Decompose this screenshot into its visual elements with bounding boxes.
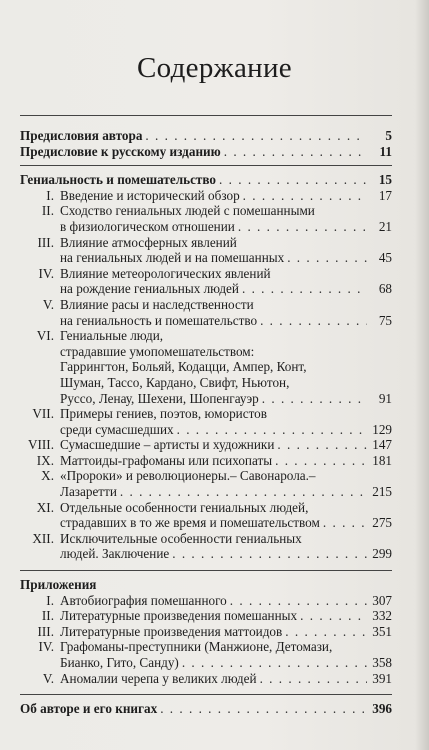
entry-title-line: Бианко, Гито, Санду) xyxy=(60,655,179,670)
entry-body xyxy=(60,297,392,328)
dot-leader xyxy=(242,281,367,297)
entry-last-line xyxy=(60,453,392,469)
entry-page-number: 215 xyxy=(372,484,392,500)
entry-title-line: Гениальность и помешательство xyxy=(20,172,217,188)
toc-bottom-group xyxy=(20,701,392,717)
rule-mid-3 xyxy=(20,694,392,695)
entry-title-line: Гениальные люди, xyxy=(60,328,164,344)
entry-last-line xyxy=(60,313,392,329)
entry-body xyxy=(20,144,392,160)
page-spine-shadow xyxy=(415,0,429,750)
appendices-title: Приложения xyxy=(20,577,97,593)
entry-number: I. xyxy=(46,187,54,203)
entry-last-line xyxy=(60,655,392,671)
entry-title-line: Об авторе и его книгах xyxy=(20,701,158,717)
dot-leader xyxy=(243,188,367,204)
toc-entry[interactable] xyxy=(20,128,392,144)
entry-title-line: Влияние метеорологических явлений xyxy=(60,265,271,281)
entry-last-line xyxy=(60,437,392,453)
entry-title-line: Литературные произведения маттоидов xyxy=(60,623,283,639)
toc-entry[interactable] xyxy=(20,172,392,188)
entry-last-line xyxy=(60,391,392,407)
entry-body xyxy=(20,701,392,717)
entry-body xyxy=(20,128,392,144)
entry-body xyxy=(60,406,392,437)
dot-leader xyxy=(182,655,367,671)
entry-last-line xyxy=(60,671,392,687)
entry-number: V. xyxy=(42,670,54,686)
entry-page-number: 396 xyxy=(372,701,392,717)
toc-entry[interactable] xyxy=(20,297,392,328)
entry-title-line: в физиологическом отношении xyxy=(60,218,235,234)
toc-section-head-appendices xyxy=(20,577,392,593)
entry-page-number: 351 xyxy=(372,623,392,639)
entry-last-line xyxy=(60,624,392,640)
entry-title-line: страдавшие умопомешательством: xyxy=(60,343,255,359)
entry-last-line xyxy=(60,219,392,235)
entry-page-number: 275 xyxy=(372,515,392,531)
entry-number: XI. xyxy=(36,499,54,515)
entry-title-line: людей. Заключение xyxy=(60,546,170,562)
dot-leader xyxy=(224,144,367,160)
dot-leader xyxy=(323,515,367,531)
entry-number: V. xyxy=(42,296,54,312)
entry-body xyxy=(60,188,392,204)
entry-title-line: Отдельные особенности гениальных людей, xyxy=(60,499,309,515)
entry-page-number: 332 xyxy=(372,608,392,624)
entry-page-number: 5 xyxy=(385,128,392,143)
toc-entry[interactable] xyxy=(20,453,392,469)
entry-body xyxy=(60,500,392,531)
entry-last-line xyxy=(20,128,392,144)
entry-body xyxy=(60,266,392,297)
entry-page-number: 358 xyxy=(372,655,392,670)
entry-page-number: 45 xyxy=(378,250,392,266)
dot-leader xyxy=(287,250,367,266)
entry-title-line: Руссо, Ленау, Шехени, Шопенгауэр xyxy=(60,390,259,406)
toc-entry[interactable] xyxy=(20,144,392,160)
entry-body xyxy=(60,531,392,562)
dot-leader xyxy=(172,546,367,562)
entry-body xyxy=(60,203,392,234)
entry-last-line xyxy=(20,172,392,188)
entry-last-line xyxy=(20,701,392,717)
entry-page-number: 75 xyxy=(378,312,392,328)
entry-last-line xyxy=(20,144,392,160)
toc-top-group xyxy=(20,128,392,159)
entry-title-line: Введение и исторический обзор xyxy=(60,187,240,203)
entry-last-line xyxy=(60,608,392,624)
toc-entry[interactable] xyxy=(20,531,392,562)
entry-title-line: на гениальных людей и на помешанных xyxy=(60,250,285,266)
entry-page-number: 147 xyxy=(372,437,392,453)
entry-page-number: 391 xyxy=(372,670,392,686)
entry-title-line: Автобиография помешанного xyxy=(60,592,227,608)
toc-section-genius xyxy=(20,188,392,562)
toc-entry[interactable] xyxy=(20,500,392,531)
entry-page-number: 299 xyxy=(372,546,392,562)
dot-leader xyxy=(177,422,367,438)
entry-last-line xyxy=(60,593,392,609)
entry-number: I. xyxy=(46,592,54,608)
entry-title-line: Сумасшедшие – артисты и художники xyxy=(60,437,275,453)
dot-leader xyxy=(160,701,367,717)
toc-entry[interactable] xyxy=(20,468,392,499)
entry-title-line: Лазаретти xyxy=(60,484,117,500)
dot-leader xyxy=(238,219,367,235)
entry-last-line xyxy=(60,515,392,531)
entry-title-line: страдавших в то же время и помешательством xyxy=(60,515,320,531)
rule-mid-1 xyxy=(20,165,392,166)
entry-title-line: «Пророки» и революционеры.– Савонарола.– xyxy=(60,468,316,484)
entry-last-line xyxy=(60,484,392,500)
entry-page-number: 181 xyxy=(372,452,392,468)
entry-number: IX. xyxy=(36,452,54,468)
entry-body xyxy=(60,608,392,624)
entry-title-line: на рождение гениальных людей xyxy=(60,281,239,297)
entry-title-line: Предисловия автора xyxy=(20,128,143,143)
toc-entry[interactable] xyxy=(20,701,392,717)
dot-leader xyxy=(285,624,367,640)
entry-page-number: 15 xyxy=(378,172,392,188)
entry-page-number: 307 xyxy=(372,592,392,608)
dot-leader xyxy=(260,313,367,329)
entry-body xyxy=(60,328,392,406)
entry-number: VIII. xyxy=(28,437,54,453)
toc-entry[interactable] xyxy=(20,671,392,687)
toc-entry[interactable] xyxy=(20,266,392,297)
entry-page-number: 11 xyxy=(379,143,392,159)
dot-leader xyxy=(145,128,367,144)
toc-entry[interactable] xyxy=(20,593,392,609)
entry-title-line: Исключительные особенности гениальных xyxy=(60,530,302,546)
toc-entry[interactable] xyxy=(20,406,392,437)
entry-body xyxy=(60,671,392,687)
toc-entry[interactable] xyxy=(20,639,392,670)
entry-body xyxy=(60,593,392,609)
toc-entry[interactable] xyxy=(20,203,392,234)
entry-body xyxy=(60,468,392,499)
entry-title-line: Аномалии черепа у великих людей xyxy=(60,670,257,686)
entry-title-line: Литературные произведения помешанных xyxy=(60,608,298,624)
entry-page-number: 68 xyxy=(378,281,392,297)
entry-title-line: Графоманы-преступники (Манжионе, Детомази, xyxy=(60,639,333,655)
entry-title-line: на гениальность и помешательство xyxy=(60,312,258,328)
toc-section-appendices xyxy=(20,593,392,687)
dot-leader xyxy=(277,437,367,453)
entry-number: III. xyxy=(37,234,54,250)
toc-entry[interactable] xyxy=(20,188,392,204)
toc-entry[interactable] xyxy=(20,608,392,624)
entry-last-line xyxy=(60,250,392,266)
toc-entry[interactable] xyxy=(20,624,392,640)
entry-number: II. xyxy=(41,608,54,624)
entry-last-line xyxy=(60,422,392,438)
entry-page-number: 17 xyxy=(378,187,392,203)
table-of-contents xyxy=(20,128,392,717)
entry-title-line: Маттоиды-графоманы или психопаты xyxy=(60,452,273,468)
entry-number: III. xyxy=(37,623,54,639)
entry-title-line: Шуман, Тассо, Кардано, Свифт, Ньютон, xyxy=(60,374,290,390)
entry-title-line: Примеры гениев, поэтов, юмористов xyxy=(60,406,268,422)
entry-body xyxy=(60,639,392,670)
dot-leader xyxy=(275,453,367,469)
entry-number: XII. xyxy=(32,530,54,546)
rule-top xyxy=(20,115,392,116)
toc-entry[interactable] xyxy=(20,235,392,266)
toc-entry[interactable] xyxy=(20,437,392,453)
entry-number: X. xyxy=(41,468,54,484)
entry-last-line xyxy=(60,281,392,297)
entry-number: IV. xyxy=(38,265,54,281)
entry-title-line: Влияние атмосферных явлений xyxy=(60,234,237,250)
entry-title-line: Влияние расы и наследственности xyxy=(60,296,254,312)
entry-title-line: Гаррингтон, Больяй, Кодацци, Ампер, Конт, xyxy=(60,359,307,375)
dot-leader xyxy=(219,172,367,188)
entry-body xyxy=(20,172,392,188)
toc-entry[interactable] xyxy=(20,328,392,406)
entry-last-line xyxy=(60,188,392,204)
entry-number: VII. xyxy=(32,406,54,422)
entry-page-number: 21 xyxy=(378,218,392,234)
dot-leader xyxy=(230,593,367,609)
entry-title-line: Сходство гениальных людей с помешанными xyxy=(60,203,315,219)
dot-leader xyxy=(260,671,367,687)
entry-number: VI. xyxy=(36,328,54,344)
entry-body xyxy=(60,235,392,266)
dot-leader xyxy=(262,391,367,407)
entry-body xyxy=(60,437,392,453)
entry-title-line: Предисловие к русскому изданию xyxy=(20,143,221,159)
entry-page-number: 91 xyxy=(378,390,392,406)
entry-page-number: 129 xyxy=(372,421,392,437)
rule-mid-2 xyxy=(20,570,392,571)
entry-body xyxy=(60,453,392,469)
entry-body xyxy=(60,624,392,640)
entry-last-line xyxy=(60,546,392,562)
entry-number: IV. xyxy=(38,639,54,655)
entry-title-line: среди сумасшедших xyxy=(60,421,174,437)
entry-number: II. xyxy=(41,203,54,219)
page-title: Содержание xyxy=(137,52,292,84)
dot-leader xyxy=(120,484,367,500)
toc-section-head-genius xyxy=(20,172,392,188)
dot-leader xyxy=(300,608,367,624)
